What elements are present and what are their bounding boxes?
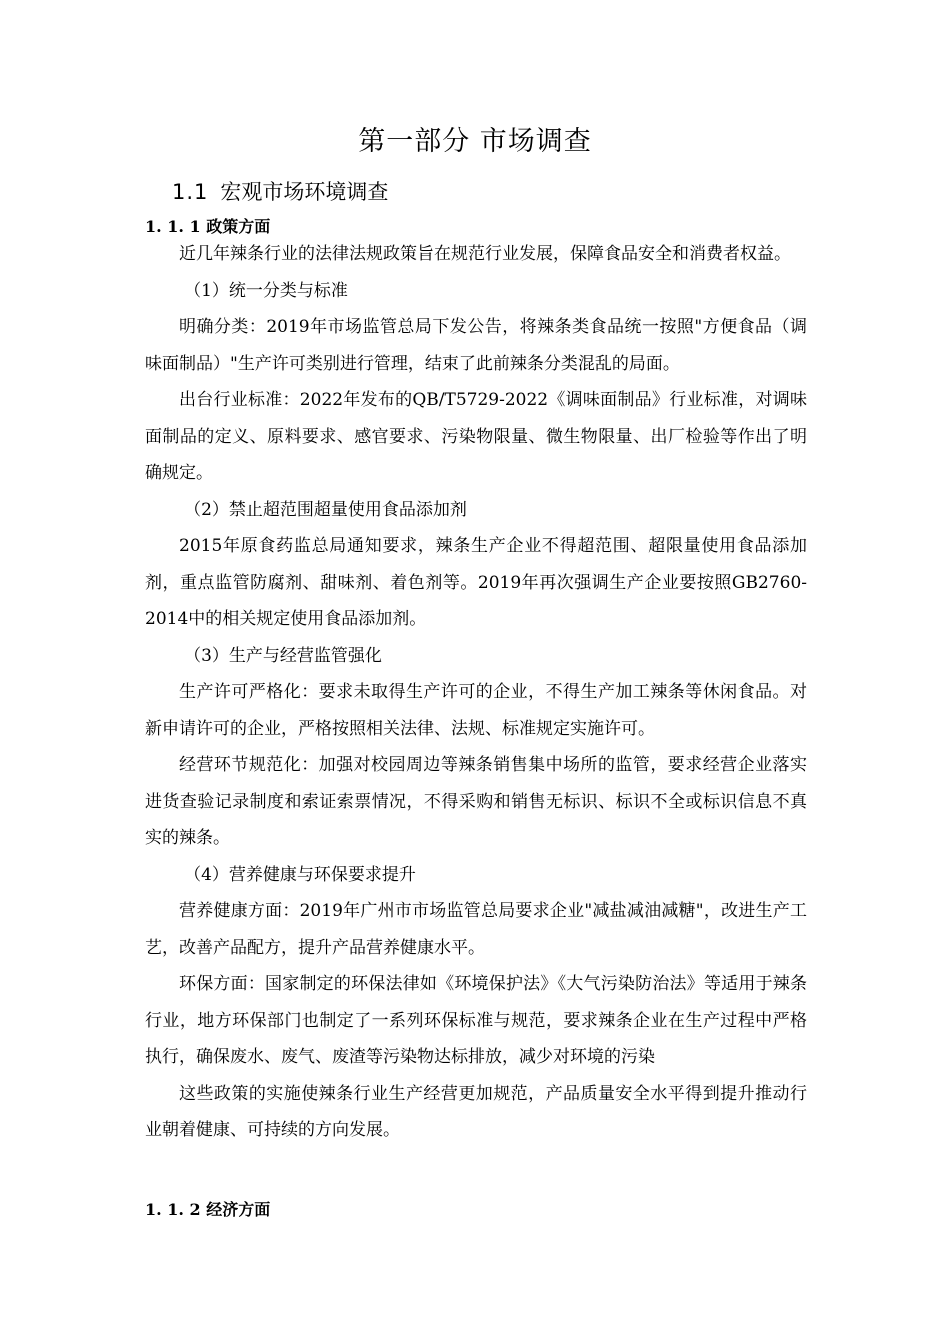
body-text <box>145 236 807 1149</box>
list-heading-4: （4）营养健康与环保要求提升 <box>184 864 416 885</box>
paragraph-operation: 经营环节规范化：加强对校园周边等辣条销售集中场所的监管，要求经营企业落实进货查验记录制度和索证索票情况，不得采购和销售无标识、标识不全或标识信息不真实的辣条。 <box>145 755 807 848</box>
subsection-title-economy: 1. 1. 2 经济方面 <box>145 1200 271 1219</box>
paragraph-intro: 近几年辣条行业的法律法规政策旨在规范行业发展，保障食品安全和消费者权益。 <box>179 244 791 264</box>
section-title-text: 宏观市场环境调查 <box>220 180 389 204</box>
paragraph-production-license: 生产许可严格化：要求未取得生产许可的企业，不得生产加工辣条等休闲食品。对新申请许可的企业，严格按照相关法律、法规、标准规定实施许可。 <box>145 682 807 739</box>
paragraph-environment: 环保方面：国家制定的环保法律如《环境保护法》《大气污染防治法》等适用于辣条行业，地方环保部门也制定了一系列环保标准与规范，要求辣条企业在生产过程中严格执行，确保废水、废气、废渣等污染物达标排放，减少对环境的污染 <box>145 974 807 1067</box>
list-heading-2: （2）禁止超范围超量使用食品添加剂 <box>184 499 467 520</box>
section-title <box>172 177 388 207</box>
paragraph-nutrition: 营养健康方面：2019年广州市市场监管总局要求企业"减盐减油减糖"，改进生产工艺，改善产品配方，提升产品营养健康水平。 <box>145 901 807 958</box>
list-heading-1: （1）统一分类与标准 <box>184 280 348 301</box>
paragraph-classification: 明确分类：2019年市场监管总局下发公告，将辣条类食品统一按照"方便食品（调味面制品）"生产许可类别进行管理，结束了此前辣条分类混乱的局面。 <box>145 317 807 374</box>
section-number: 1.1 <box>172 180 209 204</box>
paragraph-additives: 2015年原食药监总局通知要求，辣条生产企业不得超范围、超限量使用食品添加剂，重点监管防腐剂、甜味剂、着色剂等。2019年再次强调生产企业要按照GB2760-2014中的相关规定使用食品添加剂。 <box>145 536 807 629</box>
subsection-title-policy: 1. 1. 1 政策方面 <box>145 217 271 236</box>
paragraph-standard: 出台行业标准：2022年发布的QB/T5729-2022《调味面制品》行业标准，对调味面制品的定义、原料要求、感官要求、污染物限量、微生物限量、出厂检验等作出了明确规定。 <box>145 390 807 483</box>
part-title: 第一部分 市场调查 <box>358 126 592 157</box>
list-heading-3: （3）生产与经营监管强化 <box>184 645 382 666</box>
paragraph-conclusion: 这些政策的实施使辣条行业生产经营更加规范，产品质量安全水平得到提升推动行业朝着健康、可持续的方向发展。 <box>145 1083 807 1140</box>
